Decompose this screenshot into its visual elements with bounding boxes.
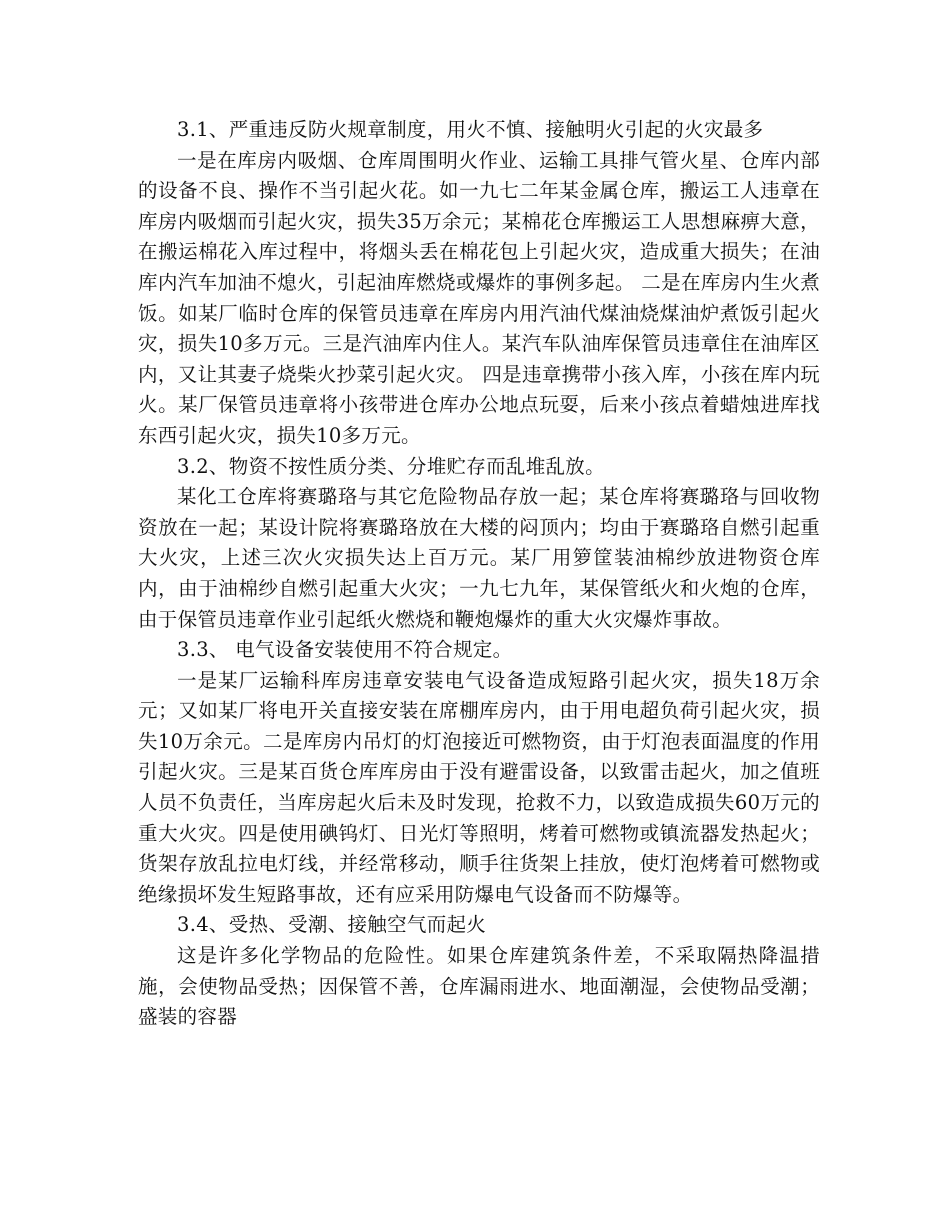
section-heading: 3.4、受热、受潮、接触空气而起火 xyxy=(177,913,487,937)
section-heading: 3.3、 电气设备安装使用不符合规定。 xyxy=(177,638,513,662)
section-heading: 3.2、物资不按性质分类、分堆贮存而乱堆乱放。 xyxy=(177,454,605,478)
section-paragraph: 某化工仓库将赛璐珞与其它危险物品存放一起；某仓库将赛璐珞与回收物资放在一起；某设计院将赛璐珞放在大楼的闷顶内；均由于赛璐珞自燃引起重大火灾，上述三次火灾损失达上百万元。某厂用箩筐装油棉纱放进物资仓库内，由于油棉纱自燃引起重大火灾；一九七九年，某保管纸火和火炮的仓库，由于保管员违章作业引起纸火燃烧和鞭炮爆炸的重大火灾爆炸事故。 xyxy=(138,485,820,631)
document-page xyxy=(138,115,820,1033)
section-paragraph: 这是许多化学物品的危险性。如果仓库建筑条件差，不采取隔热降温措施，会使物品受热；因保管不善，仓库漏雨进水、地面潮湿，会使物品受潮；盛装的容器 xyxy=(138,944,820,1029)
section-heading: 3.1、严重违反防火规章制度，用火不慎、接触明火引起的火灾最多 xyxy=(177,118,764,141)
section-paragraph: 一是在库房内吸烟、仓库周围明火作业、运输工具排气管火星、仓库内部的设备不良、操作不当引起火花。如一九七二年某金属仓库，搬运工人违章在库房内吸烟而引起火灾，损失35万余元；某棉花仓库搬运工人思想麻痹大意，在搬运棉花入库过程中，将烟头丢在棉花包上引起火灾，造成重大损失；在油库内汽车加油不熄火，引起油库燃烧或爆炸的事例多起。 二是在库房内生火煮饭。如某厂临时仓库的保管员违章在库房内用汽油代煤油烧煤油炉煮饭引起火灾，损失10多万元。三是汽油库内住人。某汽车队油库保管员违章住在油库区内，又让其妻子烧柴火抄菜引起火灾。 四是违章携带小孩入库，小孩在库内玩火。某厂保管员违章将小孩带进仓库办公地点玩耍，后来小孩点着蜡烛进库找东西引起火灾，损失10多万元。 xyxy=(138,148,820,447)
section-paragraph: 一是某厂运输科库房违章安装电气设备造成短路引起火灾，损失18万余元；又如某厂将电开关直接安装在席棚库房内，由于用电超负荷引起火灾，损失10万余元。二是库房内吊灯的灯泡接近可燃物资，由于灯泡表面温度的作用引起火灾。三是某百货仓库库房由于没有避雷设备，以致雷击起火，加之值班人员不负责任，当库房起火后未及时发现，抢救不力，以致造成损失60万元的重大火灾。四是使用碘钨灯、日光灯等照明，烤着可燃物或镇流器发热起火；货架存放乱拉电灯线，并经常移动，顺手往货架上挂放，使灯泡烤着可燃物或绝缘损坏发生短路事故，还有应采用防爆电气设备而不防爆等。 xyxy=(138,668,820,906)
